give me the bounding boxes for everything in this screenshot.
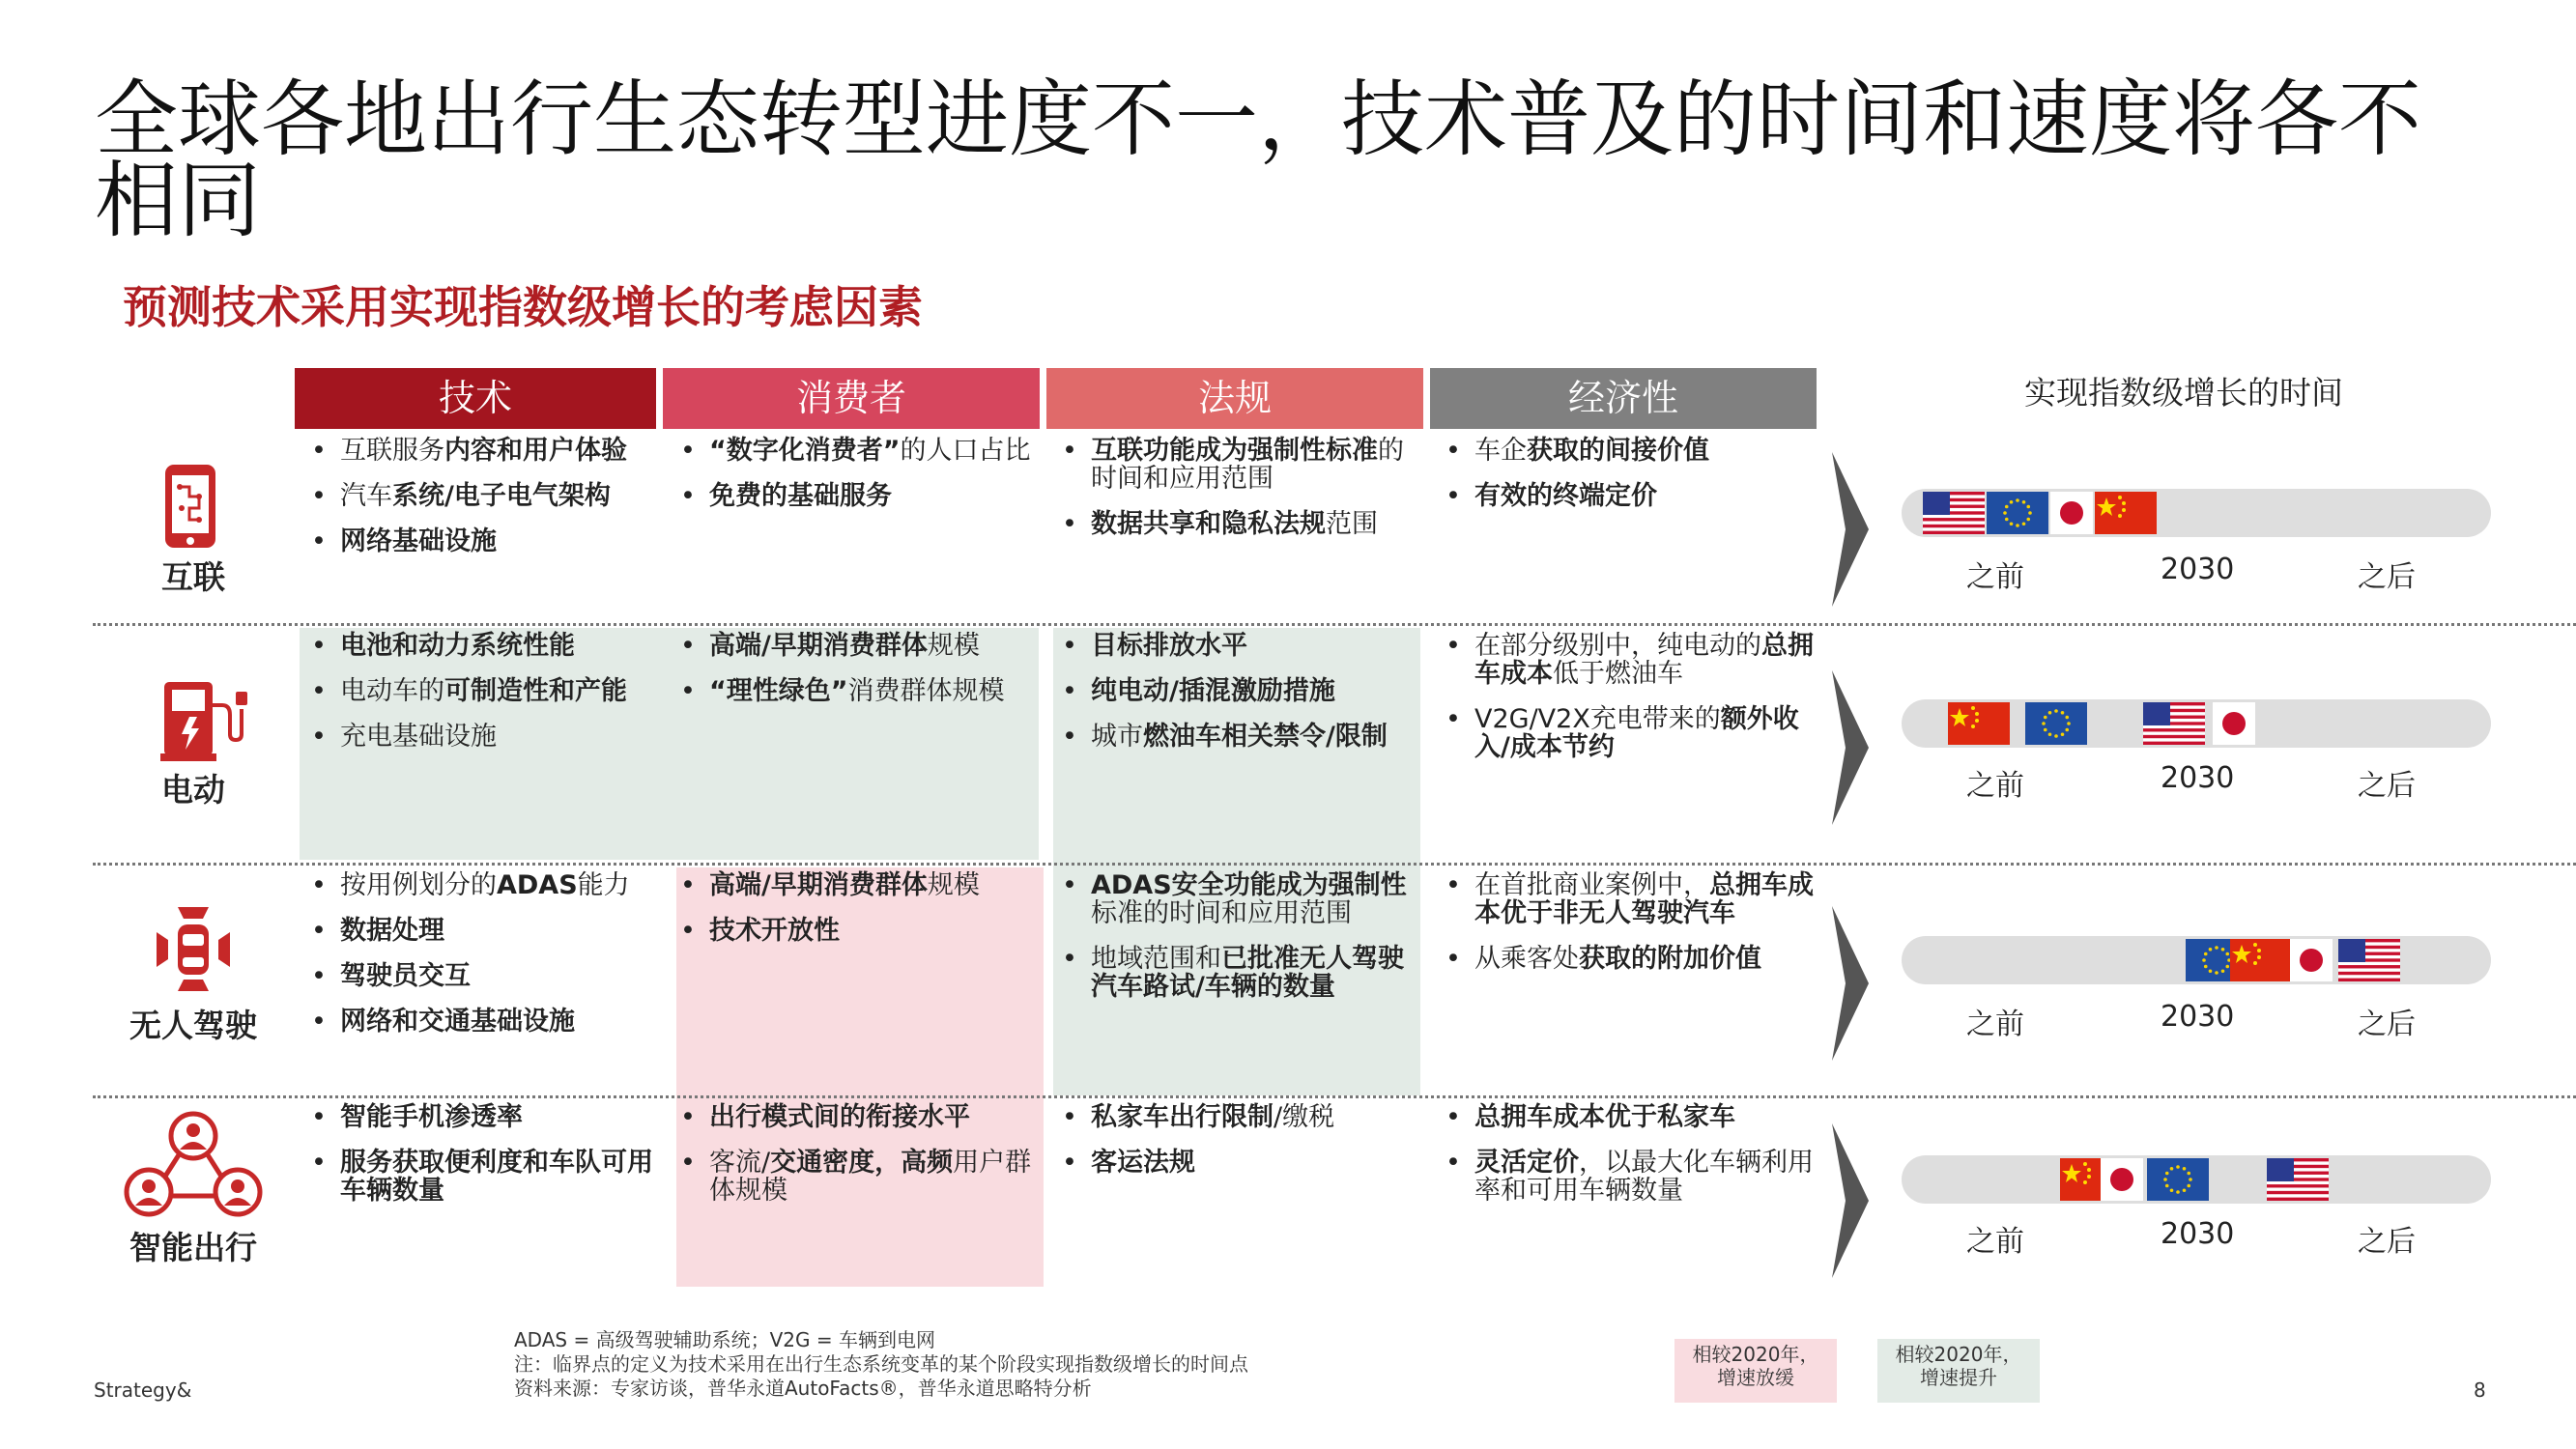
timeline-after: 之后 xyxy=(2358,769,2416,803)
bullet-item xyxy=(676,917,1048,945)
bullet-text: V2G/V2X充电带来的 xyxy=(1474,704,1721,734)
row-separator xyxy=(93,1095,2576,1098)
cell-connected-tech xyxy=(307,437,665,573)
bullet-item xyxy=(1442,1103,1814,1131)
bullet-item xyxy=(1058,632,1425,660)
bullet-text: 标准的时间和应用范围 xyxy=(1091,898,1352,928)
bullet-text-bold: 获取的附加价值 xyxy=(1579,944,1761,974)
bullet-text-bold: 交通密度，高频 xyxy=(770,1148,954,1178)
bullet-text-bold: 总拥车成本优于非无人驾驶汽车 xyxy=(1474,870,1814,928)
bullet-text-bold: 有效的终端定价 xyxy=(1474,481,1657,511)
cell-connected-regulation xyxy=(1058,437,1425,555)
legend-slower: 相较2020年，增速放缓 xyxy=(1674,1339,1837,1403)
bullet-text: 地域范围和 xyxy=(1091,944,1221,974)
bullet-item xyxy=(1058,723,1425,751)
chevron-right-icon xyxy=(1832,670,1869,825)
cell-autonomous-economy xyxy=(1442,871,1814,990)
bullet-item xyxy=(307,1008,665,1036)
bullet-text: 范围 xyxy=(1326,509,1378,539)
bullet-text-bold: 内容和用户体验 xyxy=(444,436,627,466)
bullet-text-bold: 网络基础设施 xyxy=(340,526,497,556)
timeline-before: 之前 xyxy=(1966,560,2024,594)
bullet-text-bold: 数据共享和隐私法规 xyxy=(1091,509,1326,539)
row-separator xyxy=(93,863,2576,866)
bullet-text: 在部分级别中，纯电动的 xyxy=(1474,631,1761,661)
bullet-text-bold: 私家车出行限制 xyxy=(1091,1102,1274,1132)
bullet-text-bold: 服务获取便利度和车队可用车辆数量 xyxy=(340,1148,653,1206)
bullet-item xyxy=(307,632,665,660)
eu-flag-icon xyxy=(2025,702,2087,745)
header-economy: 经济性 xyxy=(1430,368,1817,429)
bullet-text-bold: 技术开放性 xyxy=(709,916,840,946)
bullet-text-bold: 互联功能成为强制性标准 xyxy=(1091,436,1378,466)
timeline-after: 之后 xyxy=(2358,1008,2416,1041)
bullet-text-bold: ADAS安全功能成为强制性 xyxy=(1091,870,1407,900)
bullet-item xyxy=(1442,945,1814,973)
bullet-item xyxy=(307,723,665,751)
bullet-text-bold: 电池和动力系统性能 xyxy=(340,631,575,661)
bullet-text-bold: 燃油车相关禁令/限制 xyxy=(1143,722,1388,752)
timeline-after: 之后 xyxy=(2358,1225,2416,1259)
bullet-item xyxy=(676,482,1048,510)
cell-shared-tech xyxy=(307,1103,665,1222)
timeline-2030: 2030 xyxy=(2161,1217,2235,1251)
bullet-text: /缴税 xyxy=(1274,1102,1335,1132)
bullet-text: 规模 xyxy=(927,631,980,661)
bullet-text-bold: 客运法规 xyxy=(1091,1148,1195,1178)
japan-flag-icon xyxy=(2213,702,2255,745)
bullet-text-bold: “数字化消费者” xyxy=(709,436,901,466)
timeline-before: 之前 xyxy=(1966,1008,2024,1041)
bullet-item xyxy=(1058,1103,1425,1131)
smartphone-icon xyxy=(162,462,218,551)
bullet-text-bold: ADAS xyxy=(497,870,578,900)
cell-autonomous-tech xyxy=(307,871,665,1053)
chevron-right-icon xyxy=(1832,452,1869,607)
bullet-text: 的人口占比 xyxy=(900,436,1031,466)
bullet-text: 规模 xyxy=(927,870,980,900)
bullet-item xyxy=(307,871,665,899)
cell-electric-regulation xyxy=(1058,632,1425,768)
chevron-right-icon xyxy=(1832,1123,1869,1278)
bullet-text: 能力 xyxy=(577,870,630,900)
cell-autonomous-regulation xyxy=(1058,871,1425,1018)
bullet-item xyxy=(307,962,665,990)
bullet-text-bold: 智能手机渗透率 xyxy=(340,1102,523,1132)
footnote-source: 资料来源：专家访谈，普华永道AutoFacts®，普华永道思略特分析 xyxy=(514,1377,1092,1400)
charging-station-icon xyxy=(160,676,247,763)
bullet-text: 在首批商业案例中， xyxy=(1474,870,1709,900)
autonomous-car-icon xyxy=(155,903,232,995)
bullet-item xyxy=(1442,1149,1814,1205)
timeline-2030: 2030 xyxy=(2161,761,2235,795)
bullet-text-bold: 额外收入/成本节约 xyxy=(1474,704,1799,762)
timeline-2030: 2030 xyxy=(2161,553,2235,586)
bullet-text: 用户群体规模 xyxy=(709,1148,1032,1206)
header-timing: 实现指数级增长的时间 xyxy=(2024,374,2343,412)
bullet-text-bold: 获取的间接价值 xyxy=(1527,436,1709,466)
bullet-item xyxy=(1442,705,1814,761)
bullet-text: 电动车的 xyxy=(340,676,444,706)
row-separator xyxy=(93,623,2576,626)
bullet-text: 的时间和应用范围 xyxy=(1091,436,1404,494)
cell-electric-consumer xyxy=(676,632,1048,723)
bullet-item xyxy=(307,677,665,705)
bullet-item xyxy=(1058,945,1425,1001)
cell-electric-tech xyxy=(307,632,665,768)
legend-faster: 相较2020年，增速提升 xyxy=(1877,1339,2040,1403)
footnote-note: 注：临界点的定义为技术采用在出行生态系统变革的某个阶段实现指数级增长的时间点 xyxy=(514,1352,1248,1376)
bullet-item xyxy=(1058,437,1425,493)
footnotes xyxy=(514,1328,1577,1401)
cell-shared-regulation xyxy=(1058,1103,1425,1194)
bullet-text-bold: 可制造性和产能 xyxy=(444,676,627,706)
bullet-item xyxy=(1442,632,1814,688)
bullet-text-bold: 免费的基础服务 xyxy=(709,481,892,511)
header-tech: 技术 xyxy=(295,368,656,429)
bullet-text: 互联服务 xyxy=(340,436,444,466)
bullet-item xyxy=(676,1149,1048,1205)
bullet-item xyxy=(307,1103,665,1131)
row-label-electric: 电动 xyxy=(161,771,225,809)
cell-connected-economy xyxy=(1442,437,1814,527)
us-flag-icon xyxy=(1923,492,1985,534)
bullet-text-bold: 出行模式间的衔接水平 xyxy=(709,1102,970,1132)
timeline-2030: 2030 xyxy=(2161,1000,2235,1034)
row-label-autonomous: 无人驾驶 xyxy=(129,1007,257,1044)
us-flag-icon xyxy=(2143,702,2205,745)
bullet-item xyxy=(307,527,665,555)
page-title: 全球各地出行生态转型进度不一，技术普及的时间和速度将各不相同 xyxy=(95,71,2421,249)
header-regulation: 法规 xyxy=(1046,368,1423,429)
bullet-item xyxy=(307,482,665,510)
cell-autonomous-consumer xyxy=(676,871,1048,962)
chevron-right-icon xyxy=(1832,906,1869,1061)
bullet-text-bold: 驾驶员交互 xyxy=(340,961,471,991)
bullet-item xyxy=(1442,437,1814,465)
bullet-text-bold: 灵活定价 xyxy=(1474,1148,1579,1178)
bullet-text: 消费群体规模 xyxy=(847,676,1005,706)
shared-mobility-icon xyxy=(124,1111,263,1217)
cell-shared-consumer xyxy=(676,1103,1048,1222)
cell-shared-economy xyxy=(1442,1103,1814,1222)
bullet-item xyxy=(1058,677,1425,705)
bullet-item xyxy=(676,871,1048,899)
bullet-item xyxy=(676,1103,1048,1131)
bullet-item xyxy=(1058,871,1425,927)
bullet-item xyxy=(307,1149,665,1205)
page-subtitle: 预测技术采用实现指数级增长的考虑因素 xyxy=(123,281,923,333)
bullet-text-bold: 系统/电子电气架构 xyxy=(392,481,611,511)
cell-connected-consumer xyxy=(676,437,1048,527)
bullet-text: 客流/ xyxy=(709,1148,771,1178)
japan-flag-icon xyxy=(2050,492,2093,534)
timeline-track xyxy=(1902,1155,2491,1204)
footnote-abbrev: ADAS = 高级驾驶辅助系统；V2G = 车辆到电网 xyxy=(514,1328,935,1351)
bullet-text-bold: 高端/早期消费群体 xyxy=(709,631,928,661)
page-number: 8 xyxy=(2474,1378,2486,1402)
bullet-text: 城市 xyxy=(1091,722,1143,752)
eu-flag-icon xyxy=(2147,1158,2209,1201)
bullet-item xyxy=(1058,510,1425,538)
us-flag-icon xyxy=(2338,939,2400,981)
bullet-text-bold: “理性绿色” xyxy=(709,676,848,706)
bullet-text: 低于燃油车 xyxy=(1553,659,1683,689)
row-label-connected: 互联 xyxy=(161,558,225,596)
bullet-text-bold: 已批准无人驾驶汽车路试/车辆的数量 xyxy=(1091,944,1404,1002)
bullet-item xyxy=(1058,1149,1425,1177)
china-flag-icon xyxy=(2230,939,2292,981)
bullet-text-bold: 数据处理 xyxy=(340,916,444,946)
bullet-text: 车企 xyxy=(1474,436,1527,466)
bullet-text-bold: 高端/早期消费群体 xyxy=(709,870,928,900)
bullet-item xyxy=(1442,482,1814,510)
timeline-before: 之前 xyxy=(1966,769,2024,803)
bullet-item xyxy=(676,437,1048,465)
bullet-text: 从乘客处 xyxy=(1474,944,1579,974)
bullet-text: 汽车 xyxy=(340,481,392,511)
us-flag-icon xyxy=(2267,1158,2329,1201)
row-label-shared: 智能出行 xyxy=(129,1229,257,1266)
china-flag-icon xyxy=(2095,492,2157,534)
bullet-text-bold: 总拥车成本优于私家车 xyxy=(1474,1102,1735,1132)
bullet-text-bold: 目标排放水平 xyxy=(1091,631,1247,661)
japan-flag-icon xyxy=(2101,1158,2143,1201)
bullet-text: 按用例划分的 xyxy=(340,870,497,900)
bullet-item xyxy=(307,917,665,945)
brand-logo-text: Strategy& xyxy=(94,1378,192,1402)
bullet-item xyxy=(307,437,665,465)
eu-flag-icon xyxy=(1987,492,2048,534)
bullet-item xyxy=(676,677,1048,705)
bullet-text-bold: 纯电动/插混激励措施 xyxy=(1091,676,1335,706)
timeline-before: 之前 xyxy=(1966,1225,2024,1259)
bullet-text-bold: 总拥车成本 xyxy=(1474,631,1814,689)
bullet-text-bold: 网络和交通基础设施 xyxy=(340,1007,575,1037)
timeline-after: 之后 xyxy=(2358,560,2416,594)
timeline-track xyxy=(1902,699,2491,748)
header-consumer: 消费者 xyxy=(663,368,1040,429)
bullet-item xyxy=(676,632,1048,660)
timeline-track xyxy=(1902,489,2491,537)
cell-electric-economy xyxy=(1442,632,1814,779)
china-flag-icon xyxy=(1948,702,2010,745)
japan-flag-icon xyxy=(2290,939,2333,981)
timeline-track xyxy=(1902,936,2491,984)
bullet-text: 充电基础设施 xyxy=(340,722,497,752)
bullet-item xyxy=(1442,871,1814,927)
bullet-text: ，以最大化车辆利用率和可用车辆数量 xyxy=(1474,1148,1814,1206)
